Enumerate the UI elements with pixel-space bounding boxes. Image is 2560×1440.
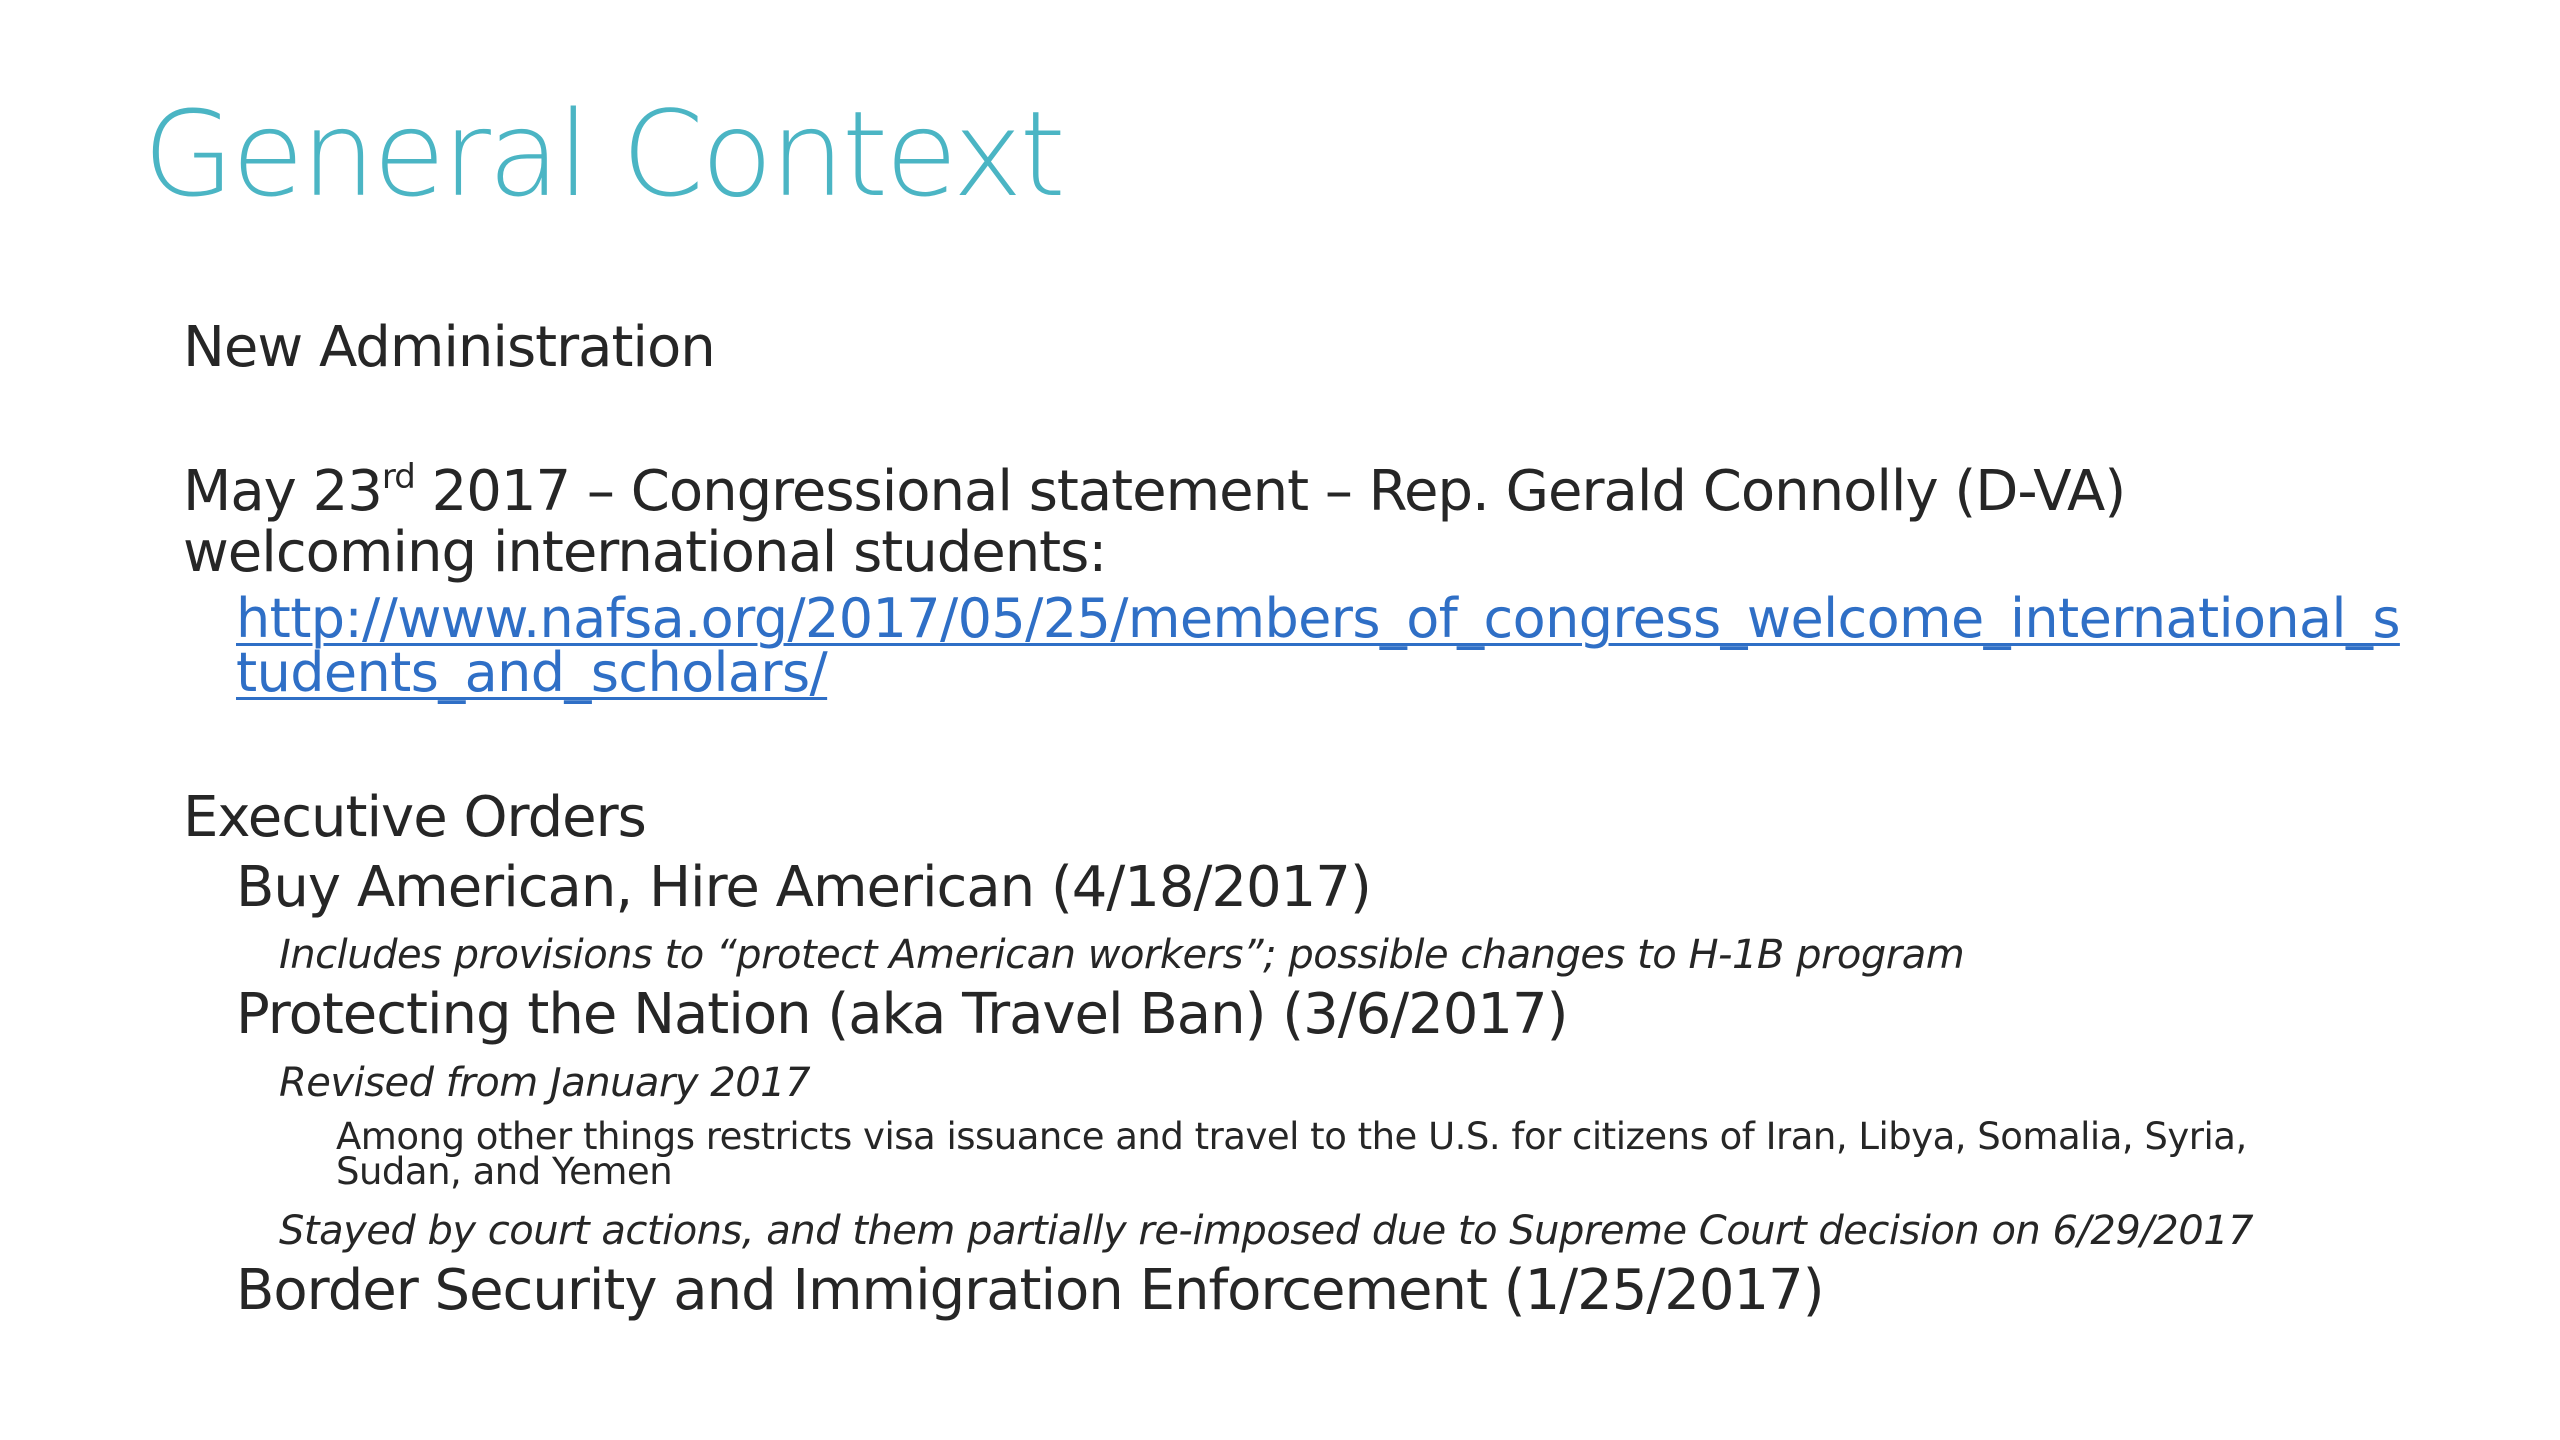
order-protecting-detail (336, 1117, 2247, 1192)
statement-date-ordinal: rd (381, 457, 415, 497)
statement-date-prefix: May 23 (183, 459, 382, 524)
statement-line-1 (183, 457, 2126, 526)
congressional-statement (183, 457, 2126, 585)
order-protecting-note-revised: Revised from January 2017 (279, 1060, 811, 1106)
section-executive-orders: Executive Orders (183, 785, 646, 850)
order-border-security: Border Security and Immigration Enforcement (1/25/2017) (236, 1258, 1824, 1323)
order-protecting-nation: Protecting the Nation (aka Travel Ban) (3/6/2017) (236, 982, 1568, 1047)
order-protecting-detail-line-1: Among other things restricts visa issuance and travel to the U.S. for citizens of Iran, Libya, Somalia, Syria, (336, 1115, 2247, 1158)
order-buy-american-note: Includes provisions to “protect American workers”; possible changes to H-1B program (279, 932, 1965, 978)
order-protecting-detail-line-2: Sudan, and Yemen (336, 1150, 673, 1193)
section-new-administration: New Administration (183, 315, 715, 380)
order-buy-american: Buy American, Hire American (4/18/2017) (236, 855, 1371, 920)
slide-title: General Context (143, 85, 1063, 223)
statement-line-1-suffix: 2017 – Congressional statement – Rep. Gerald Connolly (D-VA) (414, 459, 2126, 524)
statement-line-2: welcoming international students: (183, 520, 1107, 585)
nafsa-link[interactable]: http://www.nafsa.org/2017/05/25/members_of_congress_welcome_international_students_and_scholars/ (236, 587, 2400, 704)
order-protecting-note-stayed: Stayed by court actions, and them partially re-imposed due to Supreme Court decision on 6/29/2017 (279, 1208, 2254, 1254)
